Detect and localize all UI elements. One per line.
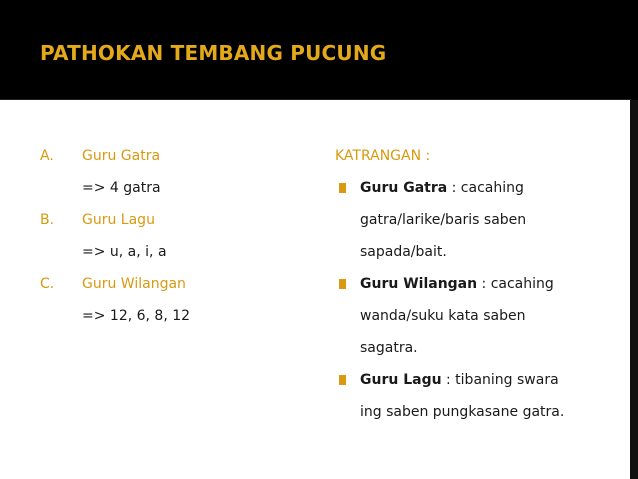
- bullet-text: : cacahing: [447, 180, 524, 196]
- item-value: => 4 gatra: [82, 180, 161, 196]
- katrangan-heading-row: [335, 140, 630, 172]
- bullet-continuation: [335, 332, 630, 364]
- bullet-item: [335, 268, 630, 300]
- title-bar: [0, 0, 638, 100]
- katrangan-heading: KATRANGAN :: [335, 148, 431, 164]
- bullet-icon: [339, 375, 345, 385]
- item-value: => u, a, i, a: [82, 244, 167, 260]
- right-edge-strip: [630, 100, 638, 479]
- bullet-line-2: wanda/suku kata saben: [360, 308, 526, 324]
- list-letter: A.: [40, 148, 54, 164]
- bullet-item: [335, 172, 630, 204]
- bullet-term: Guru Wilangan: [360, 276, 478, 292]
- item-label: Guru Lagu: [82, 212, 155, 228]
- item-label: Guru Gatra: [82, 148, 161, 164]
- list-item-b: [40, 204, 310, 236]
- slide-title: PATHOKAN TEMBANG PUCUNG: [40, 41, 387, 65]
- bullet-continuation: [335, 396, 630, 428]
- bullet-continuation: [335, 236, 630, 268]
- bullet-line-1: [360, 364, 559, 396]
- list-letter: B.: [40, 212, 55, 228]
- bullet-continuation: [335, 300, 630, 332]
- left-column: [40, 140, 310, 332]
- list-item-a: [40, 140, 310, 172]
- bullet-continuation: [335, 204, 630, 236]
- bullet-text: : tibaning swara: [441, 372, 559, 388]
- item-value: => 12, 6, 8, 12: [82, 308, 191, 324]
- list-letter: C.: [40, 276, 55, 292]
- bullet-line-1: [360, 172, 524, 204]
- bullet-line-1: [360, 268, 554, 300]
- bullet-item: [335, 364, 630, 396]
- bullet-text: : cacahing: [477, 276, 554, 292]
- bullet-term: Guru Gatra: [360, 180, 448, 196]
- list-item-c-value: [40, 300, 310, 332]
- list-item-b-value: [40, 236, 310, 268]
- bullet-icon: [339, 279, 345, 289]
- bullet-line-2: gatra/larike/baris saben: [360, 212, 527, 228]
- bullet-term: Guru Lagu: [360, 372, 442, 388]
- item-label: Guru Wilangan: [82, 276, 186, 292]
- right-column: [335, 140, 630, 428]
- list-item-c: [40, 268, 310, 300]
- bullet-line-3: sapada/bait.: [360, 244, 447, 260]
- list-item-a-value: [40, 172, 310, 204]
- bullet-line-2: ing saben pungkasane gatra.: [360, 404, 565, 420]
- bullet-line-3: sagatra.: [360, 340, 418, 356]
- bullet-icon: [339, 183, 345, 193]
